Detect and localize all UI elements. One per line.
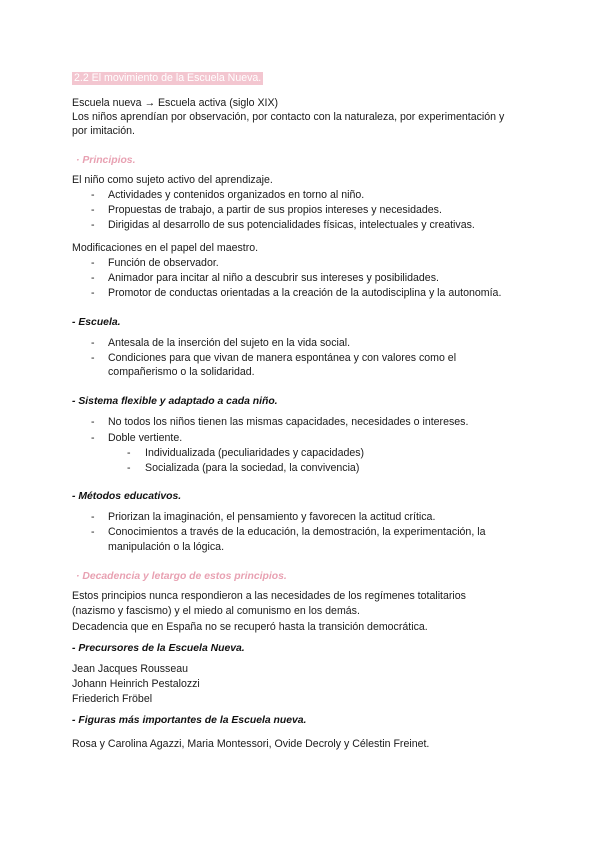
list-item: Animador para incitar al niño a descubrir sus intereses y posibilidades. bbox=[108, 272, 439, 284]
principios-lead: El niño como sujeto activo del aprendizaje. bbox=[72, 174, 273, 186]
list-item: Antesala de la inserción del sujeto en la vida social. bbox=[108, 337, 351, 349]
list-item: Doble vertiente. bbox=[108, 432, 183, 444]
escuela-heading: - Escuela. bbox=[72, 317, 121, 328]
sub-list-item: Socializada (para la sociedad, la convivencia) bbox=[145, 462, 360, 474]
bullet-dash: - bbox=[91, 219, 95, 231]
bullet-dash: - bbox=[127, 447, 131, 459]
section-title: 2.2 El movimiento de la Escuela Nueva. bbox=[74, 72, 262, 84]
bullet-dash: - bbox=[91, 352, 95, 364]
bullet-dash: - bbox=[91, 189, 95, 201]
figuras-heading: - Figuras más importantes de la Escuela nueva. bbox=[72, 715, 307, 726]
decadencia-line: Decadencia que en España no se recuperó hasta la transición democrática. bbox=[72, 621, 428, 633]
list-item: No todos los niños tienen las mismas capacidades, necesidades o intereses. bbox=[108, 416, 469, 428]
list-item: Promotor de conductas orientadas a la creación de la autodisciplina y la autonomía. bbox=[108, 287, 502, 299]
list-item: Actividades y contenidos organizados en torno al niño. bbox=[108, 189, 365, 201]
metodos-heading: - Métodos educativos. bbox=[72, 491, 182, 502]
decadencia-heading: · Decadencia y letargo de estos principios. bbox=[76, 571, 287, 582]
bullet-dash: - bbox=[91, 287, 95, 299]
intro-line: Escuela nueva → Escuela activa (siglo XIX) bbox=[72, 97, 279, 109]
bullet-dash: - bbox=[91, 432, 95, 444]
list-item-continuation: compañerismo o la solidaridad. bbox=[108, 366, 255, 378]
principios-lead: Modificaciones en el papel del maestro. bbox=[72, 242, 259, 254]
figuras-line: Rosa y Carolina Agazzi, Maria Montessori, Ovide Decroly y Célestin Freinet. bbox=[72, 738, 430, 750]
precursores-heading: - Precursores de la Escuela Nueva. bbox=[72, 643, 245, 654]
decadencia-line: (nazismo y fascismo) y el miedo al comunismo en los demás. bbox=[72, 605, 360, 617]
list-item: Propuestas de trabajo, a partir de sus propios intereses y necesidades. bbox=[108, 204, 442, 216]
list-item: Condiciones para que vivan de manera espontánea y con valores como el bbox=[108, 352, 457, 364]
bullet-dash: - bbox=[91, 511, 95, 523]
intro-line: Los niños aprendían por observación, por contacto con la naturaleza, por experimentación y bbox=[72, 111, 505, 123]
bullet-dash: - bbox=[91, 526, 95, 538]
bullet-dash: - bbox=[91, 337, 95, 349]
intro-line: por imitación. bbox=[72, 125, 135, 137]
bullet-dash: - bbox=[127, 462, 131, 474]
bullet-dash: - bbox=[91, 416, 95, 428]
principios-heading: · Principios. bbox=[76, 155, 136, 166]
precursor-name: Friederich Fröbel bbox=[72, 693, 153, 705]
list-item: Conocimientos a través de la educación, la demostración, la experimentación, la bbox=[108, 526, 486, 538]
precursor-name: Johann Heinrich Pestalozzi bbox=[72, 678, 200, 690]
list-item: Priorizan la imaginación, el pensamiento y favorecen la actitud crítica. bbox=[108, 511, 436, 523]
bullet-dash: - bbox=[91, 257, 95, 269]
sub-list-item: Individualizada (peculiaridades y capacidades) bbox=[145, 447, 365, 459]
bullet-dash: - bbox=[91, 204, 95, 216]
sistema-heading: - Sistema flexible y adaptado a cada niño. bbox=[72, 396, 278, 407]
list-item-continuation: manipulación o la lógica. bbox=[108, 541, 225, 553]
precursor-name: Jean Jacques Rousseau bbox=[72, 663, 189, 675]
bullet-dash: - bbox=[91, 272, 95, 284]
decadencia-line: Estos principios nunca respondieron a las necesidades de los regímenes totalitarios bbox=[72, 590, 466, 602]
list-item: Dirigidas al desarrollo de sus potencialidades físicas, intelectuales y creativas. bbox=[108, 219, 475, 231]
list-item: Función de observador. bbox=[108, 257, 219, 269]
